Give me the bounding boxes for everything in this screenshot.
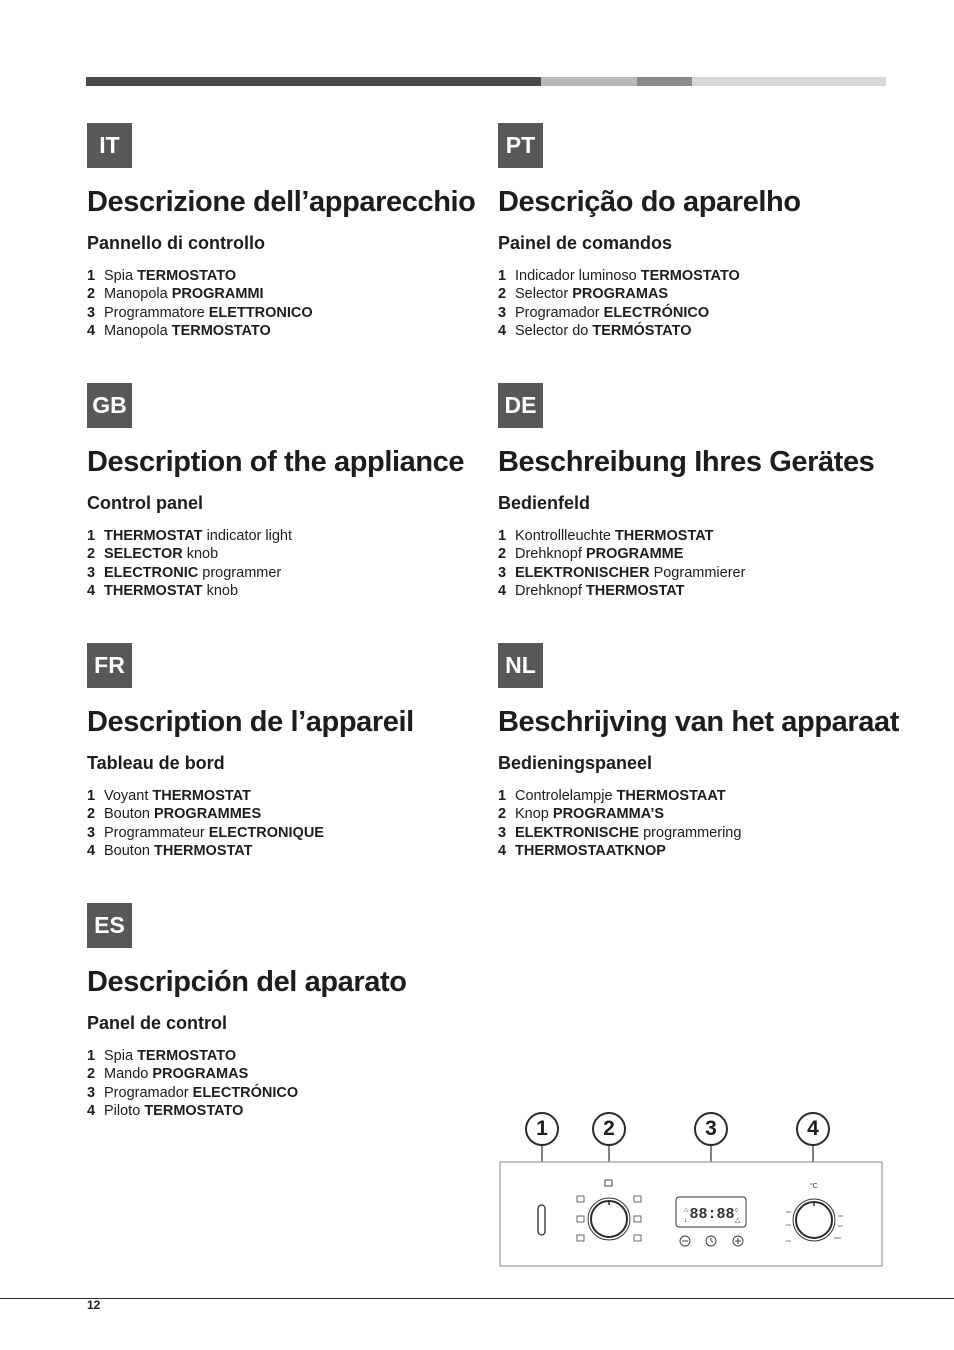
- list-item: 3 Programador ELECTRÓNICO: [87, 1084, 299, 1101]
- section-title: Descrizione dell’apparecchio: [87, 186, 476, 218]
- language-badge: NL: [498, 643, 543, 688]
- language-badge: DE: [498, 383, 543, 428]
- list-item: 3 Programmatore ELETTRONICO: [87, 304, 313, 321]
- list-item: 3 ELEKTRONISCHER Pogrammierer: [498, 564, 746, 581]
- thermostat-indicator-light-icon: [538, 1205, 545, 1235]
- language-badge: ES: [87, 903, 132, 948]
- callout-2: 2: [592, 1112, 626, 1146]
- svg-text:◊: ◊: [735, 1208, 738, 1214]
- section-title: Beschreibung Ihres Gerätes: [498, 446, 875, 478]
- section-subtitle: Bedienfeld: [498, 493, 591, 513]
- language-badge: IT: [87, 123, 132, 168]
- section-subtitle: Panel de control: [87, 1013, 228, 1033]
- list-item: 1 Kontrollleuchte THERMOSTAT: [498, 528, 714, 544]
- list-item: 3 Programador ELECTRÓNICO: [498, 304, 710, 321]
- list-item: 1 Spia TERMOSTATO: [87, 268, 237, 284]
- list-item: 2 SELECTOR knob: [87, 546, 219, 563]
- section-subtitle: Painel de comandos: [498, 233, 673, 253]
- footer-rule: [0, 1298, 954, 1299]
- celsius-label: °C: [810, 1183, 818, 1190]
- list-item: 3 ELECTRONIC programmer: [87, 564, 282, 581]
- list-item: 1 Indicador luminoso TERMOSTATO: [498, 268, 740, 284]
- section-subtitle: Control panel: [87, 493, 203, 513]
- list-item: 4 Bouton THERMOSTAT: [87, 842, 253, 859]
- language-badge: PT: [498, 123, 543, 168]
- list-item: 2 Knop PROGRAMMA’S: [498, 806, 665, 823]
- list-item: 4 Manopola TERMOSTATO: [87, 322, 271, 339]
- list-item: 4 Selector do TERMÓSTATO: [498, 322, 692, 339]
- programmer-display-digits: 88:88: [689, 1206, 735, 1223]
- section-title: Descripción del aparato: [87, 966, 407, 998]
- language-badge: FR: [87, 643, 132, 688]
- callout-1: 1: [525, 1112, 559, 1146]
- electronic-programmer-display: [676, 1197, 746, 1227]
- section-title: Description of the appliance: [87, 446, 465, 478]
- callout-4: 4: [796, 1112, 830, 1146]
- list-item: 2 Mando PROGRAMAS: [87, 1066, 249, 1083]
- section-title: Description de l’appareil: [87, 706, 414, 738]
- language-badge: GB: [87, 383, 132, 428]
- list-item: 4 THERMOSTAATKNOP: [498, 842, 666, 859]
- list-item: 2 Manopola PROGRAMMI: [87, 286, 264, 303]
- list-item: 1 Spia TERMOSTATO: [87, 1048, 237, 1064]
- svg-text:↓: ↓: [684, 1217, 688, 1224]
- list-item: 2 Drehknopf PROGRAMME: [498, 546, 684, 563]
- list-item: 3 ELEKTRONISCHE programmering: [498, 824, 742, 841]
- section-subtitle: Pannello di controllo: [87, 233, 266, 253]
- list-item: 4 Piloto TERMOSTATO: [87, 1102, 244, 1119]
- list-item: 1 Voyant THERMOSTAT: [87, 788, 251, 804]
- list-item: 4 THERMOSTAT knob: [87, 582, 239, 599]
- svg-text:△: △: [735, 1217, 741, 1224]
- section-title: Beschrijving van het apparaat: [498, 706, 899, 738]
- page-number: 12: [87, 1298, 101, 1312]
- list-item: 2 Bouton PROGRAMMES: [87, 806, 262, 823]
- section-subtitle: Tableau de bord: [87, 753, 225, 773]
- section-title: Descrição do aparelho: [498, 186, 801, 218]
- list-item: 1 THERMOSTAT indicator light: [87, 528, 293, 544]
- list-item: 1 Controlelampje THERMOSTAAT: [498, 788, 726, 804]
- list-item: 2 Selector PROGRAMAS: [498, 286, 669, 303]
- svg-text:⌂: ⌂: [684, 1207, 689, 1214]
- list-item: 3 Programmateur ELECTRONIQUE: [87, 824, 324, 841]
- list-item: 4 Drehknopf THERMOSTAT: [498, 582, 685, 599]
- callout-3: 3: [694, 1112, 728, 1146]
- section-subtitle: Bedieningspaneel: [498, 753, 653, 773]
